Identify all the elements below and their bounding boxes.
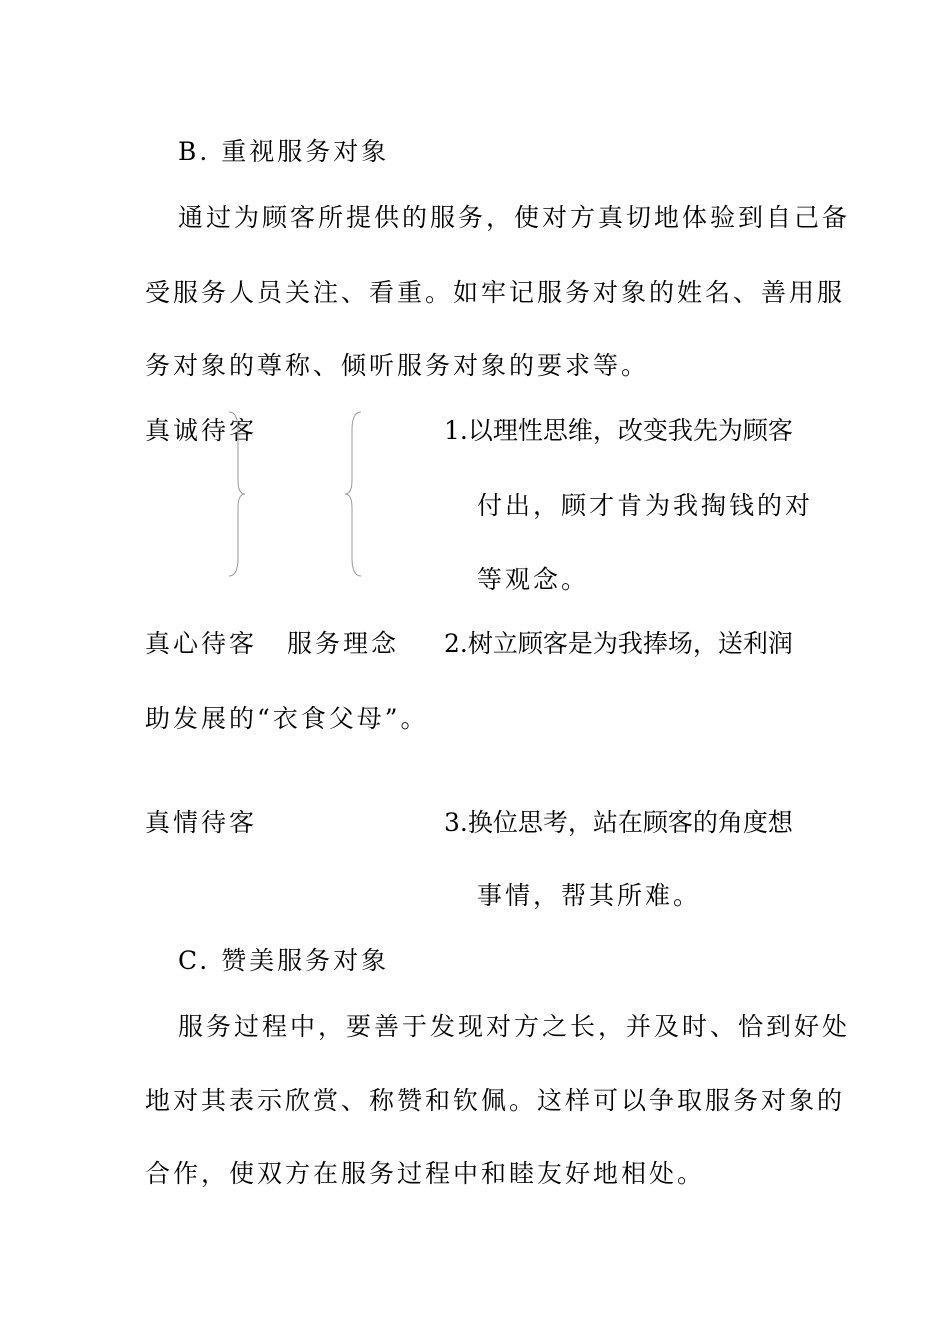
section-b-para-line-1: 通过为顾客所提供的服务，使对方真切地体验到自己备 xyxy=(178,203,851,232)
section-c-para-line-1: 服务过程中，要善于发现对方之长，并及时、恰到好处 xyxy=(178,1012,851,1041)
right-item-3-line-2: 事情，帮其所难。 xyxy=(477,881,702,910)
section-c-para-line-2: 地对其表示欣赏、称赞和钦佩。这样可以争取服务对象的 xyxy=(145,1086,846,1115)
section-b-para-line-3: 务对象的尊称、倾听服务对象的要求等。 xyxy=(145,351,650,380)
center-label-service-concept: 服务理念 xyxy=(287,629,400,658)
right-brace-icon xyxy=(226,410,250,580)
right-item-1-line-2: 付出，顾才肯为我掏钱的对 xyxy=(477,491,814,520)
right-item-2-line-2: 助发展的“衣食父母”。 xyxy=(145,704,429,733)
section-c-para-line-3: 合作，使双方在服务过程中和睦友好地相处。 xyxy=(145,1159,706,1188)
right-item-3-line-1: 3.换位思考，站在顾客的角度想 xyxy=(444,808,793,837)
section-b-para-line-2: 受服务人员关注、看重。如牢记服务对象的姓名、善用服 xyxy=(145,278,846,307)
section-b-heading: B. 重视服务对象 xyxy=(178,137,390,166)
left-item-heartfelt: 真心待客 xyxy=(145,629,258,658)
right-item-2-line-1: 2.树立顾客是为我捧场，送利润 xyxy=(444,629,793,658)
right-item-1-line-1: 1.以理性思维，改变我先为顾客 xyxy=(444,416,793,445)
right-item-1-line-3: 等观念。 xyxy=(477,565,590,594)
left-item-sincere: 真诚待客 xyxy=(145,416,258,445)
left-item-warm: 真情待客 xyxy=(145,808,258,837)
left-brace-icon xyxy=(340,410,364,580)
section-c-heading: C. 赞美服务对象 xyxy=(178,946,390,975)
